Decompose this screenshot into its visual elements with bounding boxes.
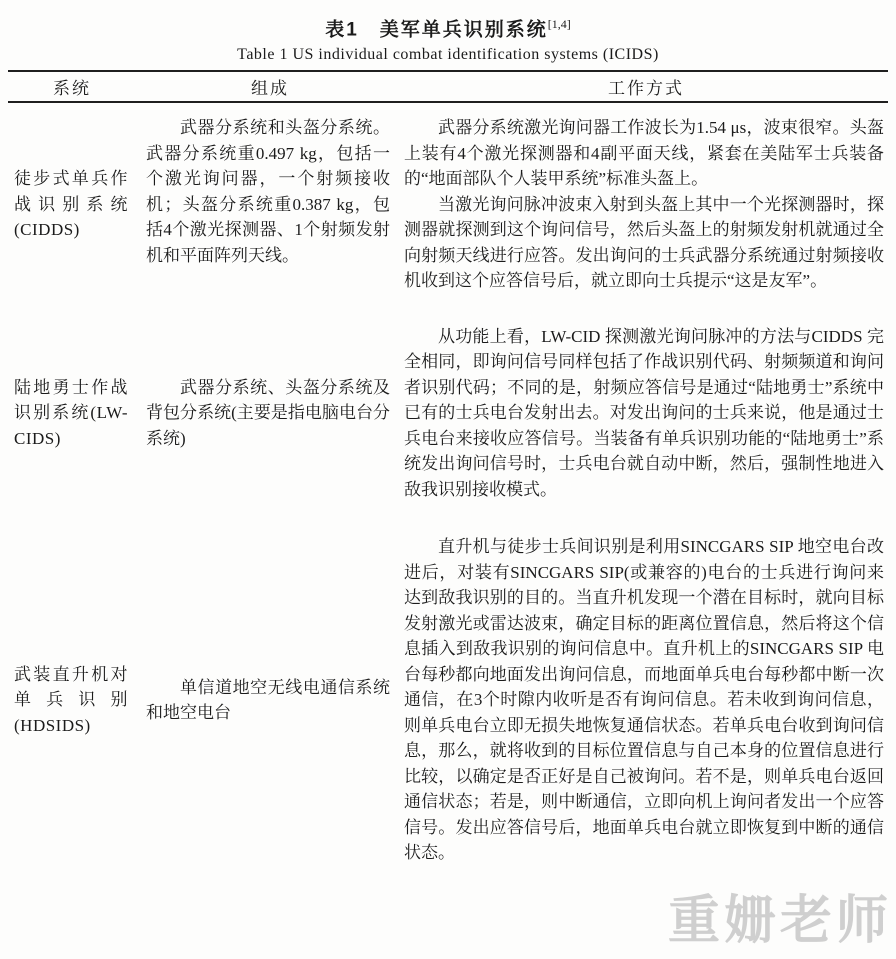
method-cidds [404,103,888,324]
column-header-method: 工作方式 [608,79,684,99]
composition-text: 单信道地空无线电通信系统和地空电台 [146,677,390,723]
system-name-cidds: 徒步式单兵作战识别系统(CIDDS) [14,169,128,240]
method-paragraph: 当激光询问脉冲波束入射到头盔上其中一个光探测器时，探测器就探测到这个询问信号，然后头盔上的射频发射机就通过全向射频天线进行应答。发出询问的士兵武器分系统通过射频接收机收到这个应答信号后，就立即向士兵提示“这是友军”。 [404,194,884,291]
column-header-system: 系统 [53,79,91,99]
method-paragraph: 直升机与徒步士兵间识别是利用SINCGARS SIP 地空电台改进后，对装有SINCGARS SIP(或兼容的)电台的士兵进行询问来达到敌我识别的目的。当直升机发现一个潜在目标时，就向目标发射激光或雷达波束，确定目标的距离位置信息，然后将这个信息插入到敌我识别的询问信息中。直升机上的SINCGARS SIP 电台每秒都向地面发出询问信息，而地面单兵电台每秒都中断一次通信，在3个时隙内收听是否有询问信息。若未收到询问信息，则单兵电台立即无损失地恢复通信状态。若单兵电台收到询问信息，那么，就将收到的目标位置信息与自己本身的位置信息进行比较，以确定是否正好是自己被询问。若不是，则单兵电台返回通信状态；若是，则中断通信，立即向机上询问者发出一个应答信号。发出应答信号后，地面单兵电台就立即恢复到中断的通信状态。 [404,537,884,863]
composition-lwcids [136,375,404,484]
column-header-composition: 组成 [251,79,289,99]
table-title-citation: [1,4] [547,17,571,31]
composition-cidds [136,103,404,298]
composition-text: 武器分系统和头盔分系统。武器分系统重0.497 kg，包括一个激光询问器，一个射频接收机；头盔分系统重0.387 kg，包括4个激光探测器、1个射频发射机和平面阵列天线。 [146,118,390,265]
table-title-en: Table 1 US individual combat identification systems (ICIDS) [237,46,659,64]
watermark: 重姗老师 [667,892,892,950]
table-header-row [8,70,888,103]
table-row-hdsids [8,534,888,866]
table-title [8,0,888,42]
icids-table [8,70,888,866]
table-title-cn: 表1 美军单兵识别系统 [325,19,548,41]
method-hdsids [404,534,888,866]
composition-text: 武器分系统、头盔分系统及背包分系统(主要是指电脑电台分系统) [146,377,390,448]
composition-hdsids [136,675,404,726]
system-name-lwcids: 陆地勇士作战识别系统(LW-CIDS) [14,377,128,448]
table-row-lwcids [8,324,888,535]
method-paragraph: 武器分系统激光询问器工作波长为1.54 μs，波束很窄。头盔上装有4个激光探测器和4副平面天线，紧套在美陆军士兵装备的“地面部队个人装甲系统”标准头盔上。 [404,118,884,189]
system-name-hdsids: 武装直升机对单兵识别(HDSIDS) [14,664,128,735]
table-row-cidds [8,103,888,324]
method-lwcids [404,324,888,535]
method-paragraph: 从功能上看，LW-CID 探测激光询问脉冲的方法与CIDDS 完全相同，即询问信号同样包括了作战识别代码、射频频道和询问者识别代码；不同的是，射频应答信号是通过“陆地勇士”系统中已有的士兵电台发射出去。对发出询问的士兵来说，他是通过士兵电台来接收应答信号。当装备有单兵识别功能的“陆地勇士”系统发出询问信号时，士兵电台就自动中断，然后，强制性地进入敌我识别接收模式。 [404,326,884,499]
